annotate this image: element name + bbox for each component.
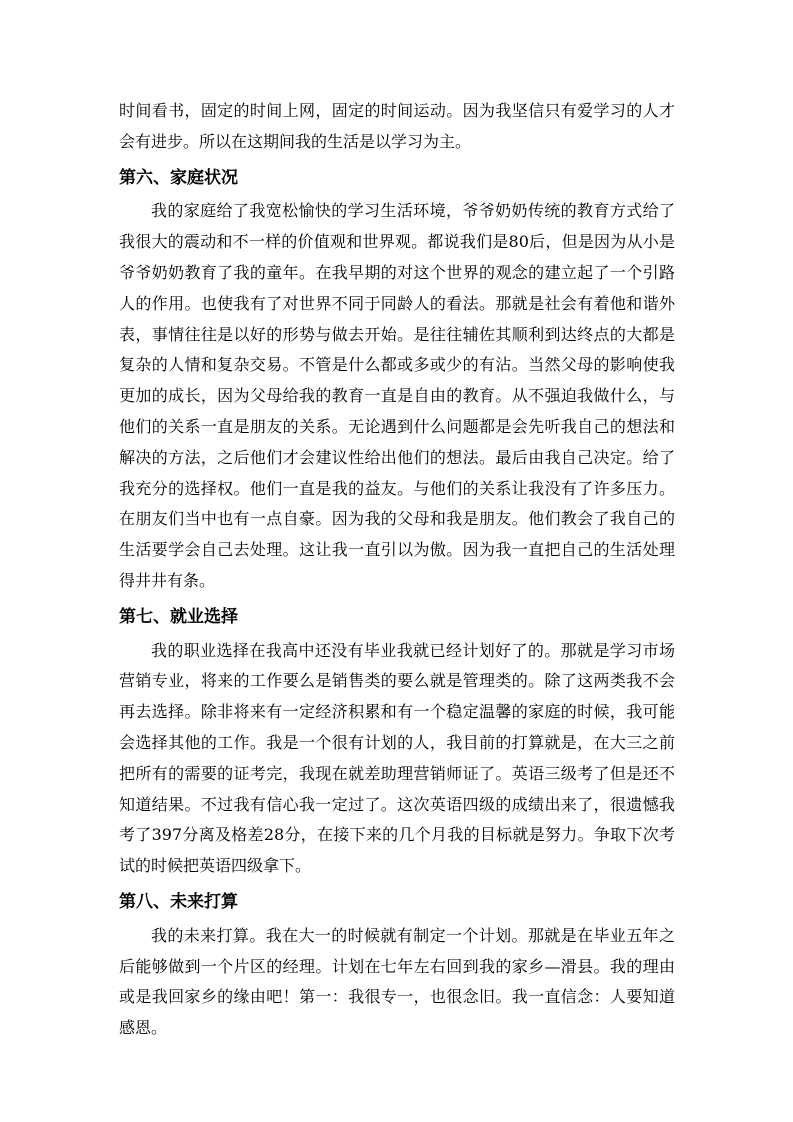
intro-paragraph: 时间看书，固定的时间上网，固定的时间运动。因为我坚信只有爱学习的人才会有进步。所以在这期间我的生活是以学习为主。 (119, 101, 675, 151)
section-heading-future: 第八、未来打算 (119, 891, 238, 912)
section-body-future: 我的未来打算。我在大一的时候就有制定一个计划。那就是在毕业五年之后能够做到一个片区的经理。计划在七年左右回到我的家乡—滑县。我的理由或是我回家乡的缘由吧！第一：我很专一，也很念旧。我一直信念：人要知道感恩。 (119, 925, 675, 1038)
section-body-career: 我的职业选择在我高中还没有毕业我就已经计划好了的。那就是学习市场营销专业，将来的工作要么是销售类的要么就是管理类的。除了这两类我不会再去选择。除非将来有一定经济积累和有一个稳定温馨的家庭的时候，我可能会选择其他的工作。我是一个很有计划的人，我目前的打算就是，在大三之前把所有的需要的证考完，我现在就差助理营销师证了。英语三级考了但是还不知道结果。不过我有信心我一定过了。这次英语四级的成绩出来了，很遗憾我考了397分离及格差28分，在接下来的几个月我的目标就是努力。争取下次考试的时候把英语四级拿下。 (119, 640, 675, 876)
section-heading-family: 第六、家庭状况 (119, 167, 238, 188)
section-heading-career: 第七、就业选择 (119, 606, 238, 627)
section-body-family: 我的家庭给了我宽松愉快的学习生活环境，爷爷奶奶传统的教育方式给了我很大的震动和不一样的价值观和世界观。都说我们是80后，但是因为从小是爷爷奶奶教育了我的童年。在我早期的对这个世界的观念的建立起了一个引路人的作用。也使我有了对世界不同于同龄人的看法。那就是社会有着他和谐外表，事情往往是以好的形势与做去开始。是往往辅佐其顺利到达终点的大都是复杂的人情和复杂交易。不管是什么都或多或少的有沾。当然父母的影响使我更加的成长，因为父母给我的教育一直是自由的教育。从不强迫我做什么，与他们的关系一直是朋友的关系。无论遇到什么问题都是会先听我自己的想法和解决的方法，之后他们才会建议性给出他们的想法。最后由我自己决定。给了我充分的选择权。他们一直是我的益友。与他们的关系让我没有了许多压力。在朋友们当中也有一点自豪。因为我的父母和我是朋友。他们教会了我自己的生活要学会自己去处理。这让我一直引以为傲。因为我一直把自己的生活处理得井井有条。 (119, 201, 675, 590)
document-page (119, 96, 675, 1044)
